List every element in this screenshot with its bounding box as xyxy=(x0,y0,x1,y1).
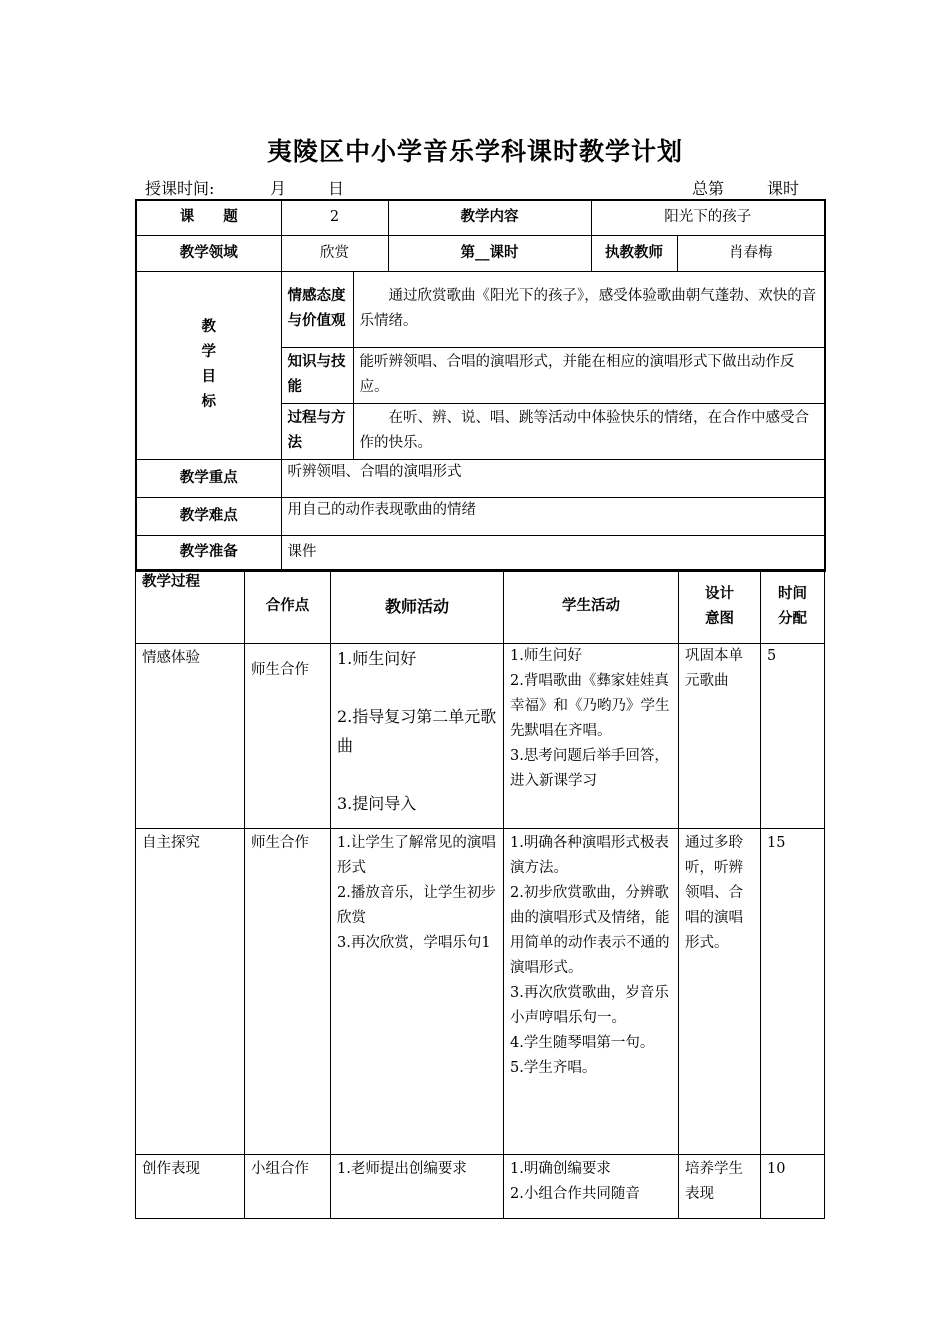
time-3: 10 xyxy=(761,1155,825,1219)
class-time-label: 授课时间: xyxy=(145,179,215,198)
time-2: 15 xyxy=(761,829,825,1155)
coop-2: 师生合作 xyxy=(245,829,331,1155)
process-header-time: 时间 分配 xyxy=(761,570,825,644)
process-header-teacher: 教师活动 xyxy=(331,570,504,644)
content-label: 教学内容 xyxy=(388,200,591,235)
objective-text-attitude: 通过欣赏歌曲《阳光下的孩子》，感受体验歌曲朝气蓬勃、欢快的音乐情绪。 xyxy=(353,271,825,347)
day-label: 日 xyxy=(328,179,345,198)
page-title: 夷陵区中小学音乐学科课时教学计划 xyxy=(266,137,683,166)
student-activity-1: 1.师生问好 2.背唱歌曲《彝家娃娃真幸福》和《乃哟乃》学生先默唱在齐唱。 3.思考问题后举手回答，进入新课学习 xyxy=(504,644,679,829)
month-label: 月 xyxy=(270,179,287,198)
stage-3: 创作表现 xyxy=(136,1155,245,1219)
total-prefix: 总第 xyxy=(692,179,725,198)
process-header-design: 设计 意图 xyxy=(679,570,761,644)
difficulty-label: 教学难点 xyxy=(136,497,281,535)
key-point-value: 听辨领唱、合唱的演唱形式 xyxy=(281,459,825,497)
preparation-value: 课件 xyxy=(281,535,825,571)
teacher-activity-1: 1.师生问好 2.指导复习第二单元歌曲 3.提问导入 xyxy=(331,644,504,829)
student-activity-2: 1.明确各种演唱形式极表演方法。 2.初步欣赏歌曲，分辨歌曲的演唱形式及情绪，能用简单的动作表示不通的演唱形式。 3.再次欣赏歌曲，岁音乐小声哼唱乐句一。 4.学生随琴唱第一句。 5.学生齐唱。 xyxy=(504,829,679,1155)
teacher-activity-2: 1.让学生了解常见的演唱形式 2.播放音乐，让学生初步欣赏 3.再次欣赏，学唱乐句1 xyxy=(331,829,504,1155)
stage-1: 情感体验 xyxy=(136,644,245,829)
student-activity-3: 1.明确创编要求 2.小组合作共同随音 xyxy=(504,1155,679,1219)
coop-1: 师生合作 xyxy=(245,644,331,829)
difficulty-value: 用自己的动作表现歌曲的情绪 xyxy=(281,497,825,535)
teacher-value: 肖春梅 xyxy=(677,235,825,271)
design-3: 培养学生表现 xyxy=(679,1155,761,1219)
objectives-label: 教 学 目 标 xyxy=(136,271,281,459)
content-value: 阳光下的孩子 xyxy=(591,200,825,235)
process-header-student: 学生活动 xyxy=(504,570,679,644)
topic-label: 课 题 xyxy=(136,200,281,235)
total-suffix: 课时 xyxy=(767,179,800,198)
teacher-activity-3: 1.老师提出创编要求 xyxy=(331,1155,504,1219)
preparation-label: 教学准备 xyxy=(136,535,281,571)
objective-label-attitude: 情感态度与价值观 xyxy=(281,271,353,347)
coop-3: 小组合作 xyxy=(245,1155,331,1219)
topic-value: 2 xyxy=(281,200,388,235)
key-point-label: 教学重点 xyxy=(136,459,281,497)
design-2: 通过多聆听，听辨领唱、合唱的演唱形式。 xyxy=(679,829,761,1155)
lesson-info-table xyxy=(135,199,826,572)
teacher-label: 执教教师 xyxy=(591,235,677,271)
design-1: 巩固本单元歌曲 xyxy=(679,644,761,829)
process-header-stage: 教学过程 xyxy=(136,570,245,644)
objective-label-knowledge: 知识与技能 xyxy=(281,347,353,403)
time-1: 5 xyxy=(761,644,825,829)
process-header-coop: 合作点 xyxy=(245,570,331,644)
field-value: 欣赏 xyxy=(281,235,388,271)
stage-2: 自主探究 xyxy=(136,829,245,1155)
field-label: 教学领域 xyxy=(136,235,281,271)
objective-text-knowledge: 能听辨领唱、合唱的演唱形式，并能在相应的演唱形式下做出动作反应。 xyxy=(353,347,825,403)
objective-label-process: 过程与方法 xyxy=(281,403,353,459)
teaching-process-table xyxy=(135,569,825,1219)
objective-text-process: 在听、辨、说、唱、跳等活动中体验快乐的情绪，在合作中感受合作的快乐。 xyxy=(353,403,825,459)
period-label: 第__课时 xyxy=(388,235,591,271)
